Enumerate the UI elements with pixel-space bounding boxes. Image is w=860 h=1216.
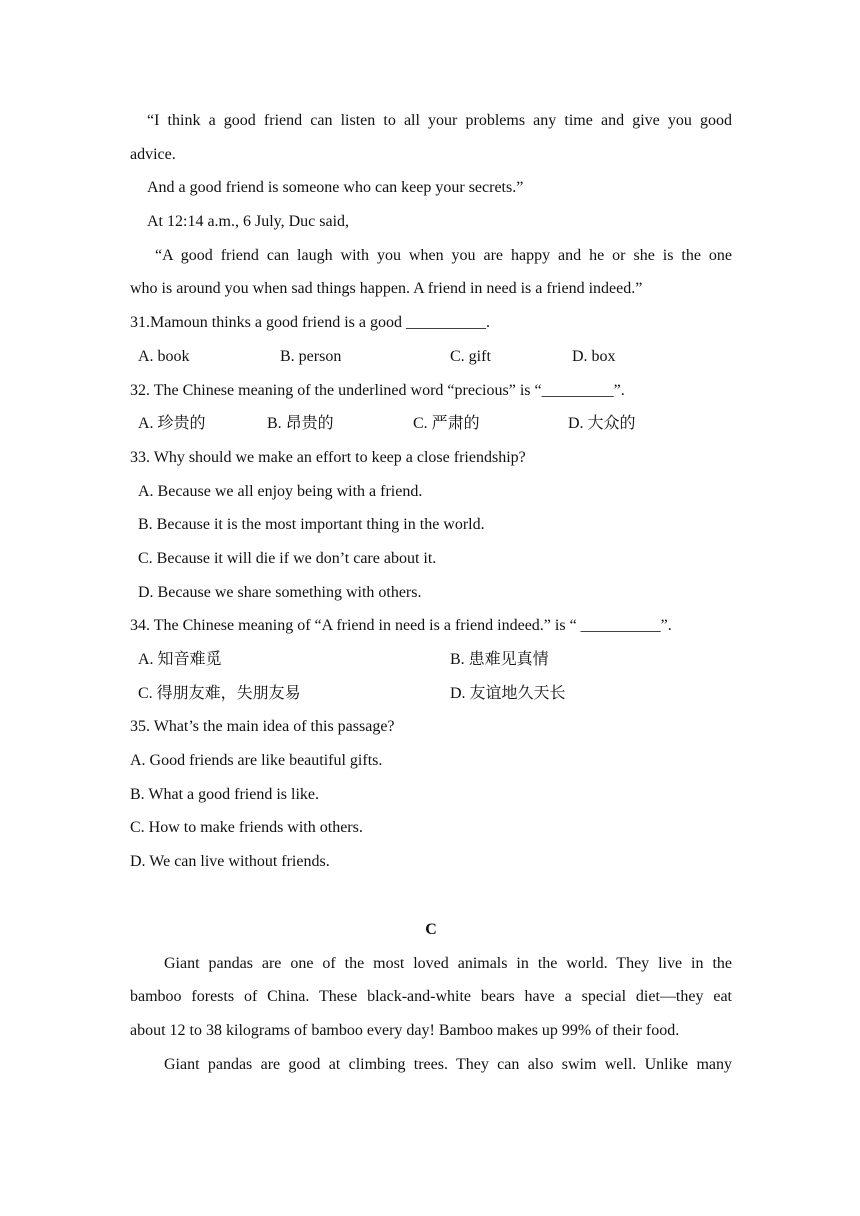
q34-option-c: C. 得朋友难，失朋友易 <box>138 684 301 702</box>
passage-c-heading: C <box>425 920 437 938</box>
q32-stem: 32. The Chinese meaning of the underlined word “precious” is “_________”. <box>130 381 625 399</box>
q35-option-d: D. We can live without friends. <box>130 853 330 871</box>
passage-c-p1-line3: about 12 to 38 kilograms of bamboo every day! Bamboo makes up 99% of their food. <box>130 1021 680 1039</box>
q31-option-d: D. box <box>572 347 616 365</box>
q32-option-c: C. 严肃的 <box>413 415 480 433</box>
q34-option-a: A. 知音难觅 <box>138 651 222 668</box>
q31-options <box>130 340 732 374</box>
q35-option-a: A. Good friends are like beautiful gifts. <box>130 752 383 770</box>
section-gap <box>130 879 732 913</box>
q34-options-row2 <box>130 677 732 711</box>
q34-option-b: B. 患难见真情 <box>450 651 549 668</box>
q33-option-b: B. Because it is the most important thing in the world. <box>138 516 485 534</box>
q32-option-d: D. 大众的 <box>568 415 636 433</box>
q31-option-c: C. gift <box>450 347 491 365</box>
q31-option-a: A. book <box>138 347 190 365</box>
passage-c-p2-line1: Giant pandas are good at climbing trees. They can also swim well. Unlike many <box>164 1055 732 1073</box>
exam-page <box>130 104 732 1081</box>
quote1-line1: “I think a good friend can listen to all your problems any time and give you good <box>147 112 732 129</box>
duc-line1: “A good friend can laugh with you when you are happy and he or she is the one <box>155 246 732 264</box>
q33-option-a: A. Because we all enjoy being with a friend. <box>138 482 423 500</box>
q35-stem: 35. What’s the main idea of this passage? <box>130 718 395 736</box>
q33-stem: 33. Why should we make an effort to keep a close friendship? <box>130 448 526 466</box>
q34-options-row1 <box>130 643 732 677</box>
q32-option-a: A. 珍贵的 <box>138 415 206 433</box>
q32-options <box>130 407 732 441</box>
q35-option-b: B. What a good friend is like. <box>130 785 319 803</box>
q32-option-b: B. 昂贵的 <box>267 415 334 433</box>
passage-c-p1-line2: bamboo forests of China. These black-and-white bears have a special diet—they eat <box>130 988 732 1006</box>
quote1-line2: advice. <box>130 145 176 163</box>
duc-intro: At 12:14 a.m., 6 July, Duc said, <box>147 213 350 231</box>
duc-line2: who is around you when sad things happen. A friend in need is a friend indeed.” <box>130 280 643 298</box>
q31-stem: 31.Mamoun thinks a good friend is a good __________. <box>130 314 490 332</box>
q34-option-d: D. 友谊地久天长 <box>450 684 566 702</box>
q35-option-c: C. How to make friends with others. <box>130 819 363 837</box>
q33-option-c: C. Because it will die if we don’t care about it. <box>138 549 437 567</box>
passage-c-p1-line1: Giant pandas are one of the most loved animals in the world. They live in the <box>164 954 732 972</box>
q34-stem: 34. The Chinese meaning of “A friend in need is a friend indeed.” is “ __________”. <box>130 617 672 635</box>
q33-option-d: D. Because we share something with others. <box>138 583 422 601</box>
q31-option-b: B. person <box>280 347 342 365</box>
quote2: And a good friend is someone who can keep your secrets.” <box>147 179 524 197</box>
